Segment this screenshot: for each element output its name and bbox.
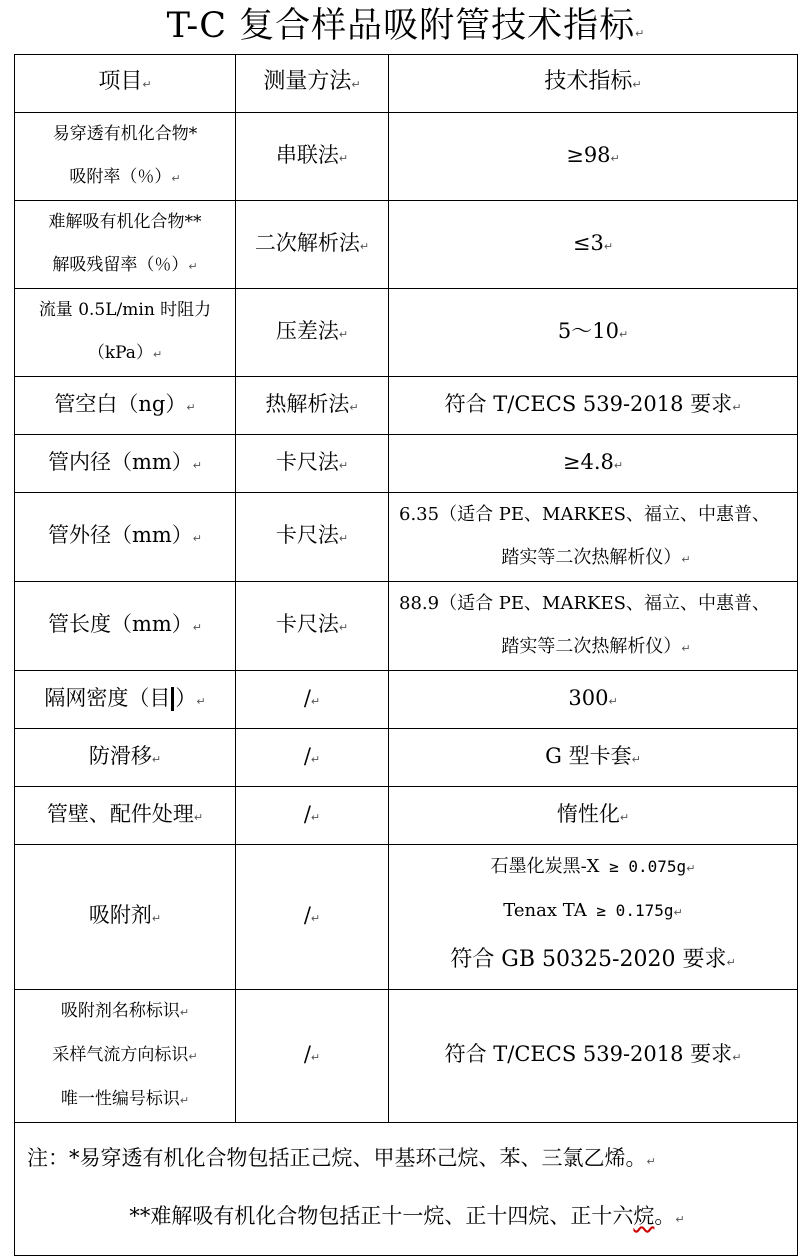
table-header-row <box>15 55 798 113</box>
spec-cell: 符合 T/CECS 539-2018 要求↵ <box>389 990 798 1123</box>
method-cell: 卡尺法↵ <box>236 493 389 582</box>
item-cell: 管壁、配件处理↵ <box>15 787 236 845</box>
item-cell: 流量 0.5L/min 时阻力 （kPa）↵ <box>15 289 236 377</box>
spec-cell: 符合 T/CECS 539-2018 要求↵ <box>389 377 798 435</box>
table-row <box>15 289 798 377</box>
table-row <box>15 729 798 787</box>
item-cell: 易穿透有机化合物* 吸附率（％）↵ <box>15 113 236 201</box>
header-spec: 技术指标↵ <box>389 55 798 113</box>
notes-cell <box>15 1123 798 1256</box>
method-cell: /↵ <box>236 787 389 845</box>
item-cell: 吸附剂名称标识↵ 采样气流方向标识↵ 唯一性编号标识↵ <box>15 990 236 1123</box>
method-cell: 串联法↵ <box>236 113 389 201</box>
spec-cell: 石墨化炭黑-X ≥ 0.075g↵ Tenax TA ≥ 0.175g↵ 符合 GB 50325-2020 要求↵ <box>389 845 798 990</box>
table-row <box>15 582 798 671</box>
spec-cell: ≤3↵ <box>389 201 798 289</box>
document-title: T-C 复合样品吸附管技术指标↵ <box>166 6 646 46</box>
spec-table <box>14 54 798 1256</box>
spec-cell: 88.9（适合 PE、MARKES、福立、中惠普、 踏实等二次热解析仪）↵ <box>389 582 798 671</box>
table-row <box>15 845 798 990</box>
note-line-2: **难解吸有机化合物包括正十一烷、正十四烷、正十六烷。↵ <box>129 1204 685 1228</box>
method-cell: 二次解析法↵ <box>236 201 389 289</box>
method-cell: /↵ <box>236 729 389 787</box>
spec-cell: ≥4.8↵ <box>389 435 798 493</box>
item-cell: 防滑移↵ <box>15 729 236 787</box>
item-cell: 吸附剂↵ <box>15 845 236 990</box>
item-cell: 难解吸有机化合物** 解吸残留率（％）↵ <box>15 201 236 289</box>
table-row <box>15 671 798 729</box>
table-row <box>15 113 798 201</box>
table-row <box>15 493 798 582</box>
text-cursor <box>171 687 174 711</box>
spec-cell: 300↵ <box>389 671 798 729</box>
spec-cell: ≥98↵ <box>389 113 798 201</box>
header-item: 项目↵ <box>15 55 236 113</box>
item-cell: 管长度（mm）↵ <box>15 582 236 671</box>
method-cell: /↵ <box>236 990 389 1123</box>
method-cell: 卡尺法↵ <box>236 582 389 671</box>
method-cell: 热解析法↵ <box>236 377 389 435</box>
header-method: 测量方法↵ <box>236 55 389 113</box>
table-row <box>15 435 798 493</box>
method-cell: /↵ <box>236 845 389 990</box>
note-line-1: 注：*易穿透有机化合物包括正己烷、甲基环己烷、苯、三氯乙烯。↵ <box>27 1146 656 1170</box>
method-cell: 卡尺法↵ <box>236 435 389 493</box>
method-cell: 压差法↵ <box>236 289 389 377</box>
table-row <box>15 990 798 1123</box>
item-cell: 隔网密度（目 ）↵ <box>15 671 236 729</box>
spec-cell: G 型卡套↵ <box>389 729 798 787</box>
item-cell: 管外径（mm）↵ <box>15 493 236 582</box>
table-row <box>15 377 798 435</box>
item-cell: 管空白（ng）↵ <box>15 377 236 435</box>
spec-cell: 5～10↵ <box>389 289 798 377</box>
table-row <box>15 787 798 845</box>
spec-cell: 6.35（适合 PE、MARKES、福立、中惠普、 踏实等二次热解析仪）↵ <box>389 493 798 582</box>
method-cell: /↵ <box>236 671 389 729</box>
notes-row <box>15 1123 798 1256</box>
table-row <box>15 201 798 289</box>
spec-cell: 惰性化↵ <box>389 787 798 845</box>
item-cell: 管内径（mm）↵ <box>15 435 236 493</box>
